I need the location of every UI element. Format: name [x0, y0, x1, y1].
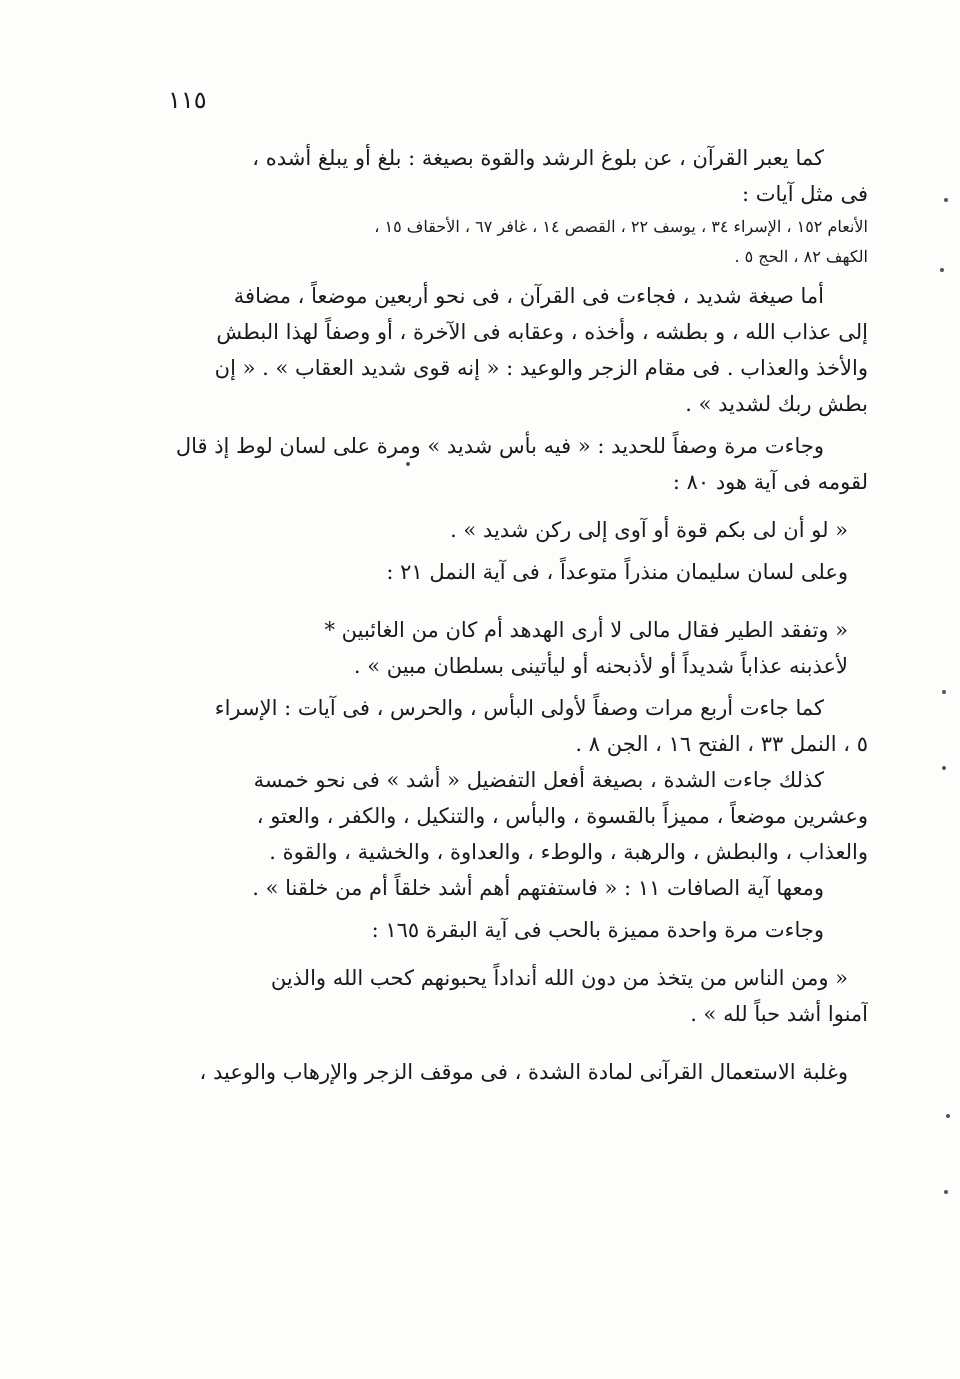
margin-speck [946, 1114, 950, 1118]
quran-quote: لأعذبنه عذاباً شديداً أو لأذبحنه أو ليأتينى بسلطان مبين » . [353, 654, 848, 678]
quran-quote: « وتفقد الطير فقال مالى لا أرى الهدهد أم كان من الغائبين * [324, 618, 848, 642]
text-line: ٥ ، النمل ٣٣ ، الفتح ١٦ ، الجن ٨ . [575, 732, 868, 756]
text-line: أما صيغة شديد ، فجاءت فى القرآن ، فى نحو أربعين موضعاً ، مضافة [233, 284, 824, 308]
text-line: وعلى لسان سليمان منذراً متوعداً ، فى آية النمل ٢١ : [386, 560, 848, 584]
margin-speck [940, 268, 944, 272]
margin-speck [944, 1190, 948, 1194]
quran-quote: « ومن الناس من يتخذ من دون الله أنداداً يحبونهم كحب الله والذين [270, 966, 848, 990]
quran-quote: « لو أن لى بكم قوة أو آوى إلى ركن شديد » . [450, 518, 848, 542]
text-line: والأخذ والعذاب . فى مقام الزجر والوعيد : « إنه قوى شديد العقاب » . « إن [214, 356, 868, 380]
margin-speck [942, 690, 946, 694]
reference-line: الأنعام ١٥٢ ، الإسراء ٣٤ ، يوسف ٢٢ ، القصص ١٤ ، غافر ٦٧ ، الأحقاف ١٥ ، [374, 217, 868, 236]
text-line: إلى عذاب الله ، و بطشه ، وأخذه ، وعقابه فى الآخرة ، أو وصفاً لهذا البطش [216, 320, 868, 344]
page-speck [406, 462, 410, 466]
text-line: وعشرين موضعاً ، مميزاً بالقسوة ، والبأس ، والتنكيل ، والكفر ، والعتو ، [256, 804, 868, 828]
text-line: وجاءت مرة واحدة مميزة بالحب فى آية البقرة ١٦٥ : [371, 918, 824, 942]
text-line: والعذاب ، والبطش ، والرهبة ، والوطء ، والعداوة ، والخشية ، والقوة . [269, 840, 868, 864]
margin-speck [942, 766, 946, 770]
margin-speck [944, 198, 948, 202]
text-line: كما جاءت أربع مرات وصفاً لأولى البأس ، والحرس ، فى آيات : الإسراء [214, 696, 824, 720]
text-line: بطش ربك لشديد » . [685, 392, 868, 416]
text-line: وغلبة الاستعمال القرآنى لمادة الشدة ، فى موقف الزجر والإرهاب والوعيد ، [199, 1060, 848, 1084]
page-number: ١١٥ [168, 86, 207, 114]
page-body [160, 140, 868, 1090]
text-line: ومعها آية الصافات ١١ : « فاستفتهم أهم أشد خلقاً أم من خلقنا » . [252, 876, 824, 900]
quran-quote: آمنوا أشد حباً لله » . [690, 1002, 868, 1026]
text-line: كما يعبر القرآن ، عن بلوغ الرشد والقوة بصيغة : بلغ أو يبلغ أشده ، [252, 146, 824, 170]
text-line: لقومه فى آية هود ٨٠ : [672, 470, 868, 494]
reference-line: الكهف ٨٢ ، الحج ٥ . [734, 247, 868, 266]
text-line: كذلك جاءت الشدة ، بصيغة أفعل التفضيل « أشد » فى نحو خمسة [253, 768, 824, 792]
text-line: فى مثل آيات : [742, 182, 868, 206]
text-line: وجاءت مرة وصفاً للحديد : « فيه بأس شديد » ومرة على لسان لوط إذ قال [175, 434, 824, 458]
